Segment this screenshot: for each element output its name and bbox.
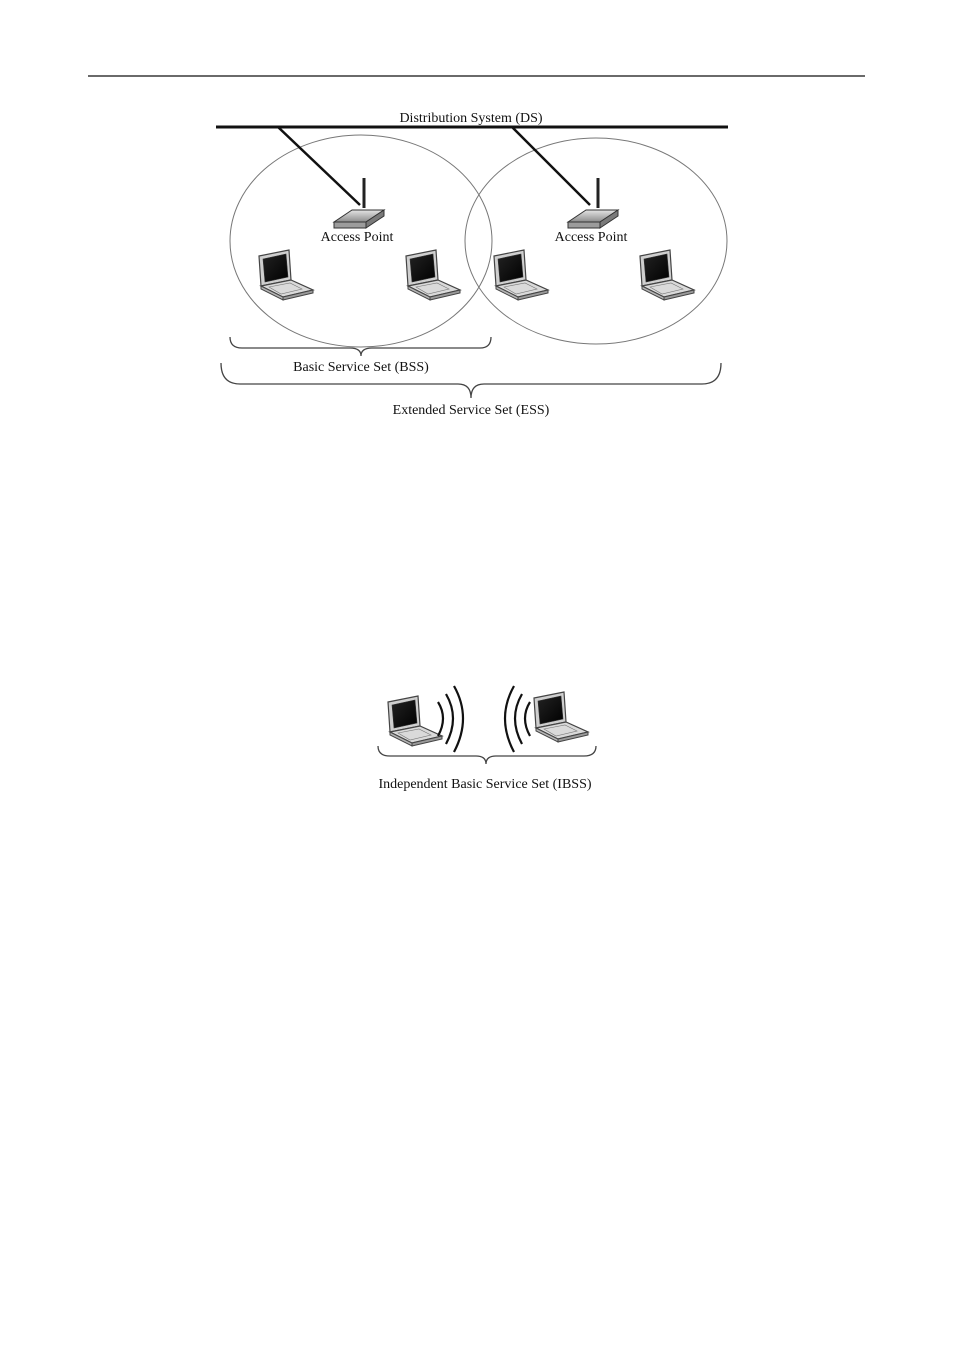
bss-label: Basic Service Set (BSS) xyxy=(293,360,429,375)
laptop-icon xyxy=(259,250,313,300)
ess-label: Extended Service Set (ESS) xyxy=(392,403,550,418)
laptop-icon xyxy=(388,696,442,746)
laptop-icon xyxy=(406,250,460,300)
ibss-brace xyxy=(378,746,596,764)
laptop-icon xyxy=(534,692,588,742)
access-point-label-right: Access Point xyxy=(554,230,628,245)
radio-waves-icon xyxy=(438,686,463,752)
infrastructure-diagram xyxy=(216,111,728,418)
ibss-diagram xyxy=(378,686,596,792)
laptop-icon xyxy=(640,250,694,300)
ibss-label: Independent Basic Service Set (IBSS) xyxy=(378,777,592,792)
radio-waves-icon xyxy=(505,686,530,752)
laptop-icon xyxy=(494,250,548,300)
distribution-system-label: Distribution System (DS) xyxy=(399,111,543,126)
access-point-label-left: Access Point xyxy=(320,230,394,245)
uplink-cable-left xyxy=(278,127,360,205)
access-point-icon xyxy=(568,178,618,228)
